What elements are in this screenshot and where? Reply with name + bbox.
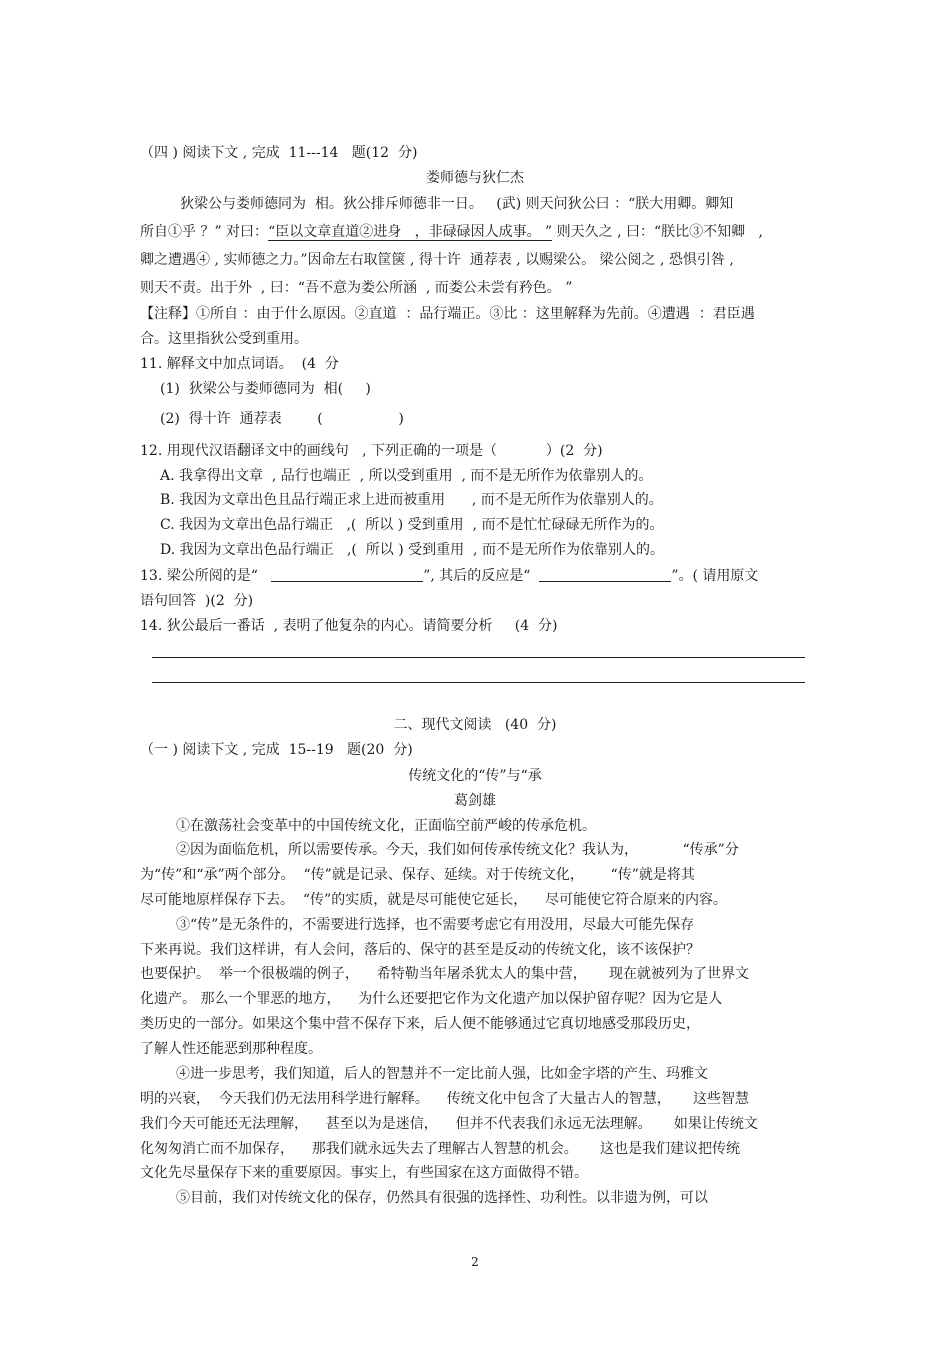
article-line: ①在激荡社会变革中的中国传统文化，正面临空前严峻的传承危机。 <box>176 818 596 834</box>
option-b: B. 我因为文章出色且品行端正求上进而被重用 , 而不是无所作为依靠别人的。 <box>160 492 663 508</box>
answer-line-1[interactable] <box>152 657 805 658</box>
article-line: ③“传”是无条件的，不需要进行选择，也不需要考虑它有用没用，尽最大可能先保存 <box>176 917 695 933</box>
article-line: 我们今天可能还无法理解， 甚至以为是迷信， 但并不代表我们永远无法理解。 如果让传统文 <box>140 1116 758 1132</box>
option-a: A. 我拿得出文章 , 品行也端正 , 所以受到重用 , 而不是无所作为依靠别人的。 <box>160 468 653 484</box>
question-14: 14. 狄公最后一番话 , 表明了他复杂的内心。请简要分析 (4 分) <box>140 618 558 634</box>
article-line: ⑤目前，我们对传统文化的保存，仍然具有很强的选择性、功利性。以非遗为例，可以 <box>176 1190 708 1206</box>
question-12: 12. 用现代汉语翻译文中的画线句 , 下列正确的一项是（ ）(2 分) <box>140 443 603 459</box>
passage-line-1: 狄梁公与娄师德同为 相。狄公排斥师德非一日。 (武) 则天问狄公曰 ：“朕大用卿。卿知 <box>180 196 734 212</box>
question-13: 13. 梁公所阅的是“ ”, 其后的反应是“ ”。( 请用原文 <box>140 564 758 589</box>
underlined-sentence: “臣以文章直道②进身 ，非碌碌因人成事。 ” <box>268 224 553 240</box>
article-line: 尽可能地原样保存下去。 “传”的实质，就是尽可能使它延长， 尽可能使它符合原来的内容。 <box>140 892 728 908</box>
annotation-line-2: 合。这里指狄公受到重用。 <box>140 331 308 347</box>
passage-line-4: 则天不责。出于外 , 曰：“吾不意为娄公所涵 , 而娄公未尝有矜色。 ” <box>140 280 573 296</box>
article-line: ④进一步思考，我们知道，后人的智慧并不一定比前人强，比如金字塔的产生、玛雅文 <box>176 1066 708 1082</box>
article-line: 文化先尽量保存下来的重要原因。事实上，有些国家在这方面做得不错。 <box>140 1165 588 1181</box>
article-line: ②因为面临危机，所以需要传承。今天，我们如何传承传统文化？我认为， “传承”分 <box>176 842 739 858</box>
option-c: C. 我因为文章出色品行端正 ,( 所以 ) 受到重用 , 而不是忙忙碌碌无所作为的。 <box>160 517 664 533</box>
passage-line-2: 所自①乎 ？” 对曰：“臣以文章直道②进身 ，非碌碌因人成事。 ” 则天久之 , 曰：“朕比③不知卿 , <box>140 224 763 240</box>
answer-blank-1[interactable] <box>271 565 423 582</box>
article-line: 下来再说。我们这样讲，有人会问，落后的、保守的甚至是反动的传统文化，该不该保护？ <box>140 942 700 958</box>
question-13-continued: 语句回答 )(2 分) <box>140 593 254 609</box>
article-line: 也要保护。 举一个很极端的例子， 希特勒当年屠杀犹太人的集中营， 现在就被列为了世界文 <box>140 966 749 982</box>
classical-text-title: 娄师德与狄仁杰 <box>426 170 524 186</box>
article-line: 化遗产。 那么一个罪恶的地方， 为什么还要把它作为文化遗产加以保护留存呢？因为它是人 <box>140 991 723 1007</box>
answer-line-2[interactable] <box>152 682 805 683</box>
article-line: 为“传”和“承”两个部分。 “传”就是记录、保存、延续。对于传统文化， “传”就是将其 <box>140 867 695 883</box>
page-number: 2 <box>471 1255 479 1269</box>
section4-heading: （四 ) 阅读下文 , 完成 11---14 题(12 分) <box>140 145 418 161</box>
part2-heading: 二、现代文阅读 (40 分) <box>393 717 557 733</box>
article-line: 化匆匆消亡而不加保存， 那我们就永远失去了理解古人智慧的机会。 这也是我们建议把传统 <box>140 1141 741 1157</box>
passage-line-3: 卿之遭遇④ , 实师德之力。”因命左右取筐箧 , 得十许 通荐表 , 以赐梁公。 梁公阅之 , 恐惧引咎 , <box>140 252 734 268</box>
answer-blank-2[interactable] <box>539 565 671 582</box>
article-author: 葛剑雄 <box>454 793 496 809</box>
question-11-item-1: (1) 狄梁公与娄师德同为 相( ) <box>160 381 371 397</box>
annotation-line-1: 【注释】①所自 ：由于什么原因。②直道 ：品行端正。③比 ：这里解释为先前。④遭遇 ：君臣遇 <box>140 306 755 322</box>
article-title: 传统文化的“传”与“承 <box>408 768 542 784</box>
question-11: 11. 解释文中加点词语。 (4 分 <box>140 356 339 372</box>
article-line: 类历史的一部分。如果这个集中营不保存下来，后人便不能够通过它真切地感受那段历史， <box>140 1016 700 1032</box>
article-line: 了解人性还能恶到那种程度。 <box>140 1041 322 1057</box>
option-d: D. 我因为文章出色品行端正 ,( 所以 ) 受到重用 , 而不是无所作为依靠别人的。 <box>160 542 664 558</box>
part2-sub-heading: （一 ) 阅读下文 , 完成 15--19 题(20 分) <box>140 742 413 758</box>
question-11-item-2: (2) 得十许 通荐表 ( ) <box>160 411 404 427</box>
article-line: 明的兴衰， 今天我们仍无法用科学进行解释。 传统文化中包含了大量古人的智慧， 这些智慧 <box>140 1091 749 1107</box>
